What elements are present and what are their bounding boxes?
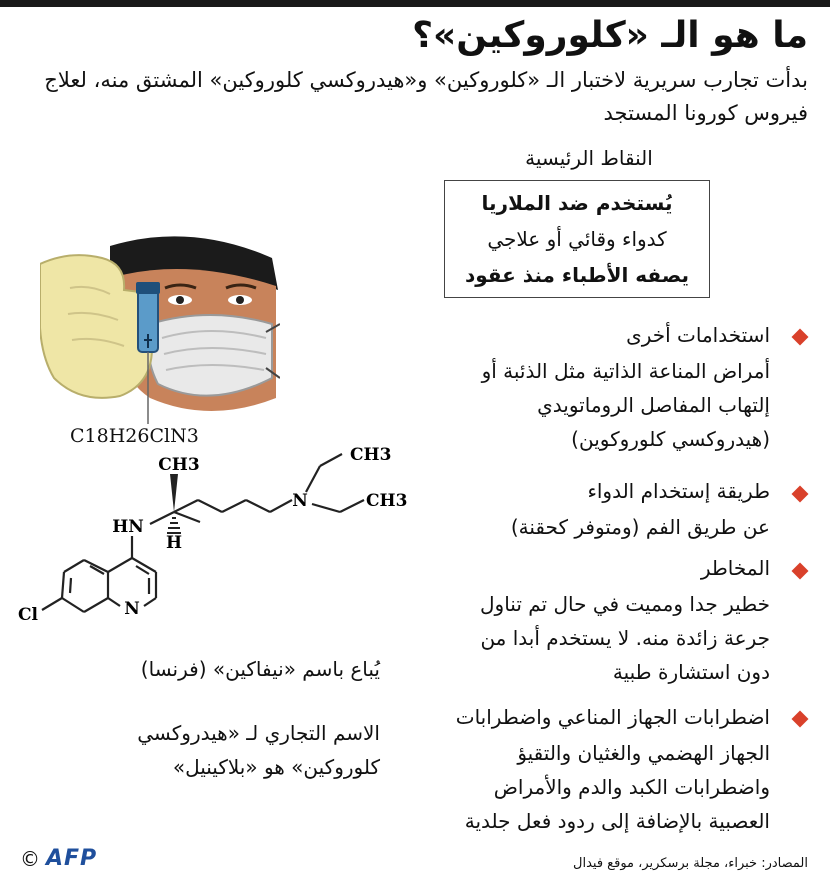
section-title-risks: المخاطر [700, 556, 770, 580]
label-hn: HN [112, 517, 144, 537]
section-title-other-uses: استخدامات أخرى [626, 323, 770, 347]
wedge-bond [170, 474, 178, 512]
pupil-left [176, 296, 184, 304]
label-ch3-b: CH3 [366, 491, 408, 511]
section-line: العصبية بالإضافة إلى ردود فعل جلدية [464, 809, 770, 833]
key-points-box [444, 180, 710, 298]
label-n-amine: N [292, 491, 308, 511]
top-rule [0, 0, 830, 7]
sold-as-note: يُباع باسم «نيفاكين» (فرنسا) [140, 657, 380, 681]
section-line: جرعة زائدة منه. لا يستخدم أبدا من [480, 626, 770, 650]
source-credit: المصادر: خبراء، مجلة برسكرير، موقع فيدال [573, 856, 808, 871]
trade-name-line-1: الاسم التجاري لـ «هيدروكسي [137, 721, 380, 745]
page-subtitle: بدأت تجارب سريرية لاختبار الـ «كلوروكين» و«هيدروكسي كلوروكين» المشتق منه، لعلاج فيروس كورونا المستجد [44, 68, 808, 125]
section-title-usage: طريقة إستخدام الدواء [587, 479, 770, 503]
afp-logo: AFP [46, 846, 98, 871]
trade-name-note [50, 716, 380, 784]
section-body-usage [511, 510, 770, 544]
face-mask [148, 315, 272, 396]
bullet-diamond-icon [792, 563, 809, 580]
section-line: (هيدروكسي كلوروكوين) [571, 427, 770, 451]
key-point-2: كدواء وقائي أو علاجي [487, 227, 667, 251]
section-body-side-effects [465, 736, 770, 838]
pupil-right [236, 296, 244, 304]
label-ch3-a: CH3 [350, 445, 392, 465]
section-line: واضطرابات الكبد والدم والأمراض [493, 775, 770, 799]
bullet-diamond-icon [792, 711, 809, 728]
section-body-risks [480, 587, 770, 689]
section-line: خطير جدا ومميت في حال تم تناول [480, 592, 770, 616]
bullet-diamond-icon [792, 486, 809, 503]
trade-name-line-2: كلوروكين» هو «بلاكينيل» [172, 755, 380, 779]
section-line: أمراض المناعة الذاتية مثل الذئبة أو [481, 359, 770, 383]
key-point-1: يُستخدم ضد الملاريا [481, 191, 673, 215]
molecule-bonds [42, 454, 364, 612]
copyright-icon: © [20, 846, 40, 871]
bullet-diamond-icon [792, 329, 809, 346]
section-line: دون استشارة طبية [612, 660, 770, 684]
section-title-side-effects: اضطرابات الجهاز المناعي واضطرابات [455, 705, 770, 729]
section-line: الجهاز الهضمي والغثيان والتقيؤ [517, 741, 770, 765]
doctor-illustration [40, 228, 280, 428]
section-line: إلتهاب المفاصل الروماتويدي [537, 393, 770, 417]
agency-credit [20, 846, 97, 871]
label-h: H [165, 533, 183, 553]
label-n-ring: N [124, 599, 140, 619]
section-line: عن طريق الفم (ومتوفر كحقنة) [510, 515, 770, 539]
page-title: ما هو الـ «كلوروكين»؟ [412, 15, 808, 56]
label-ch3-top: CH3 [158, 455, 200, 475]
vial-cap [136, 282, 160, 294]
hash-bond [167, 518, 181, 533]
section-body-other-uses [482, 354, 770, 456]
key-point-3: يصفه الأطباء منذ عقود [464, 263, 690, 287]
key-points-heading: النقاط الرئيسية [525, 146, 653, 170]
chemical-formula: C18H26ClN3 [70, 425, 199, 447]
label-cl: Cl [18, 605, 38, 625]
chloroquine-structure-diagram [14, 440, 414, 640]
